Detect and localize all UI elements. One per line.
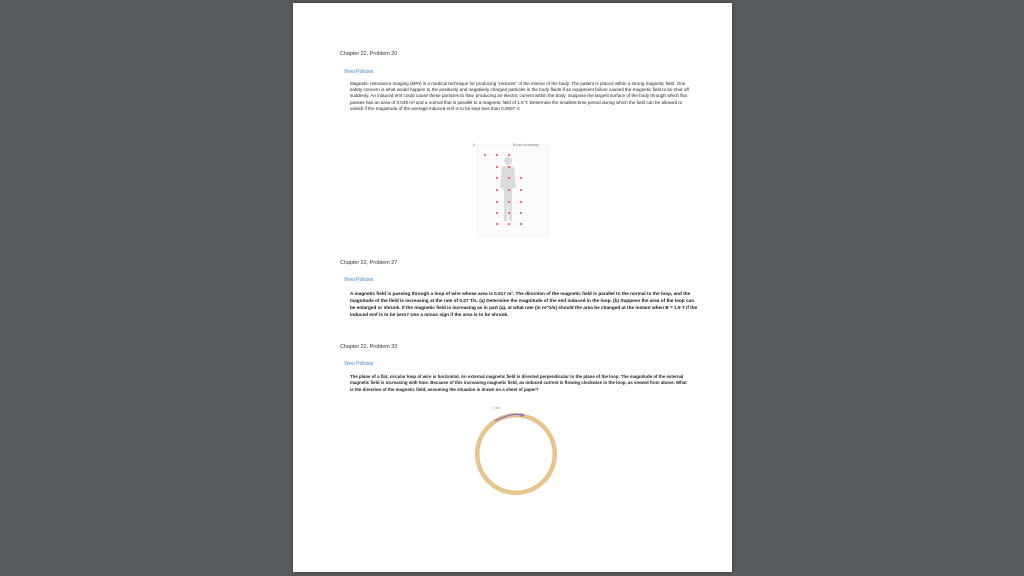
field-dot — [508, 154, 510, 156]
loop-figure-svg — [473, 406, 563, 498]
problem-20-heading: Chapter 22, Problem 20 — [340, 51, 398, 57]
field-dot — [508, 177, 510, 179]
field-dot — [496, 212, 498, 214]
wire-loop-inner-edge — [479, 417, 553, 491]
field-dot — [520, 189, 522, 191]
field-dot — [508, 189, 510, 191]
field-dot — [520, 177, 522, 179]
problem-27-heading: Chapter 22, Problem 27 — [340, 260, 398, 266]
field-dot — [508, 166, 510, 168]
field-dot — [496, 189, 498, 191]
problem-33-view-policies-link[interactable]: View Policies — [344, 361, 374, 367]
field-dot — [520, 223, 522, 225]
field-dot — [520, 212, 522, 214]
induced-current-label: I_ind — [492, 406, 500, 410]
field-dot — [496, 154, 498, 156]
field-dot — [484, 154, 486, 156]
field-dot — [496, 166, 498, 168]
field-dot — [508, 201, 510, 203]
problem-27-view-policies-link[interactable]: View Policies — [344, 277, 374, 283]
field-dot — [496, 201, 498, 203]
problem-33-text: The plane of a flat, circular loop of wire is horizontal. An external magnetic field is directed perpendicular to the plane of the loop. The magnitude of the external magnetic field is increasing with time. Because of this increasing magnetic field, an induced current is flowing clockwise in the loop, as viewed from above. What is the direction of the magnetic field, assuming the situation is drawn on a sheet of paper? — [350, 374, 687, 392]
problem-20-view-policies-link[interactable]: View Policies — [344, 69, 374, 75]
document-page — [293, 3, 732, 572]
field-dot — [496, 177, 498, 179]
field-dot — [508, 212, 510, 214]
mri-figure-svg — [477, 141, 549, 237]
problem-33-heading: Chapter 22, Problem 33 — [340, 344, 398, 350]
figure-label-b: B (out of screen) — [513, 143, 539, 147]
wire-loop — [477, 415, 555, 493]
field-dot — [496, 223, 498, 225]
field-dot — [508, 223, 510, 225]
problem-20-text: Magnetic resonance imaging (MRI) is a medical technique for producing "pictures" of the interior of the body. The patient is placed within a strong magnetic field. One safety concern is what would happen to the positively and negatively charged particles in the body fluids if an equipment failure caused the magnetic field to be shut off suddenly. An induced emf could cause these particles to flow, producing an electric current within the body. Suppose the largest surface of the body through which flux passes has an area of 0.039 m² and a normal that is parallel to a magnetic field of 1.9 T. Determine the smallest time period during which the field can be allowed to vanish if the magnitude of the average induced emf is to be kept less than 0.0097 V. — [350, 81, 689, 111]
loop-figure — [473, 406, 563, 498]
field-dot — [520, 201, 522, 203]
figure-label-a: A — [473, 143, 476, 147]
problem-27-text: A magnetic field is passing through a loop of wire whose area is 0.017 m². The direction of the magnetic field is parallel to the normal to the loop, and the magnitude of the field is increasing at the rate of 0.27 T/s. (a) Determine the magnitude of the emf induced in the loop. (b) Suppose the area of the loop can be enlarged or shrunk. If the magnetic field is increasing as in part (a), at what rate (in m^2/s) should the area be changed at the instant when B = 1.9 T if the induced emf is to be zero? Use a minus sign if the area is to be shrunk. — [350, 291, 698, 317]
mri-figure — [473, 141, 549, 237]
